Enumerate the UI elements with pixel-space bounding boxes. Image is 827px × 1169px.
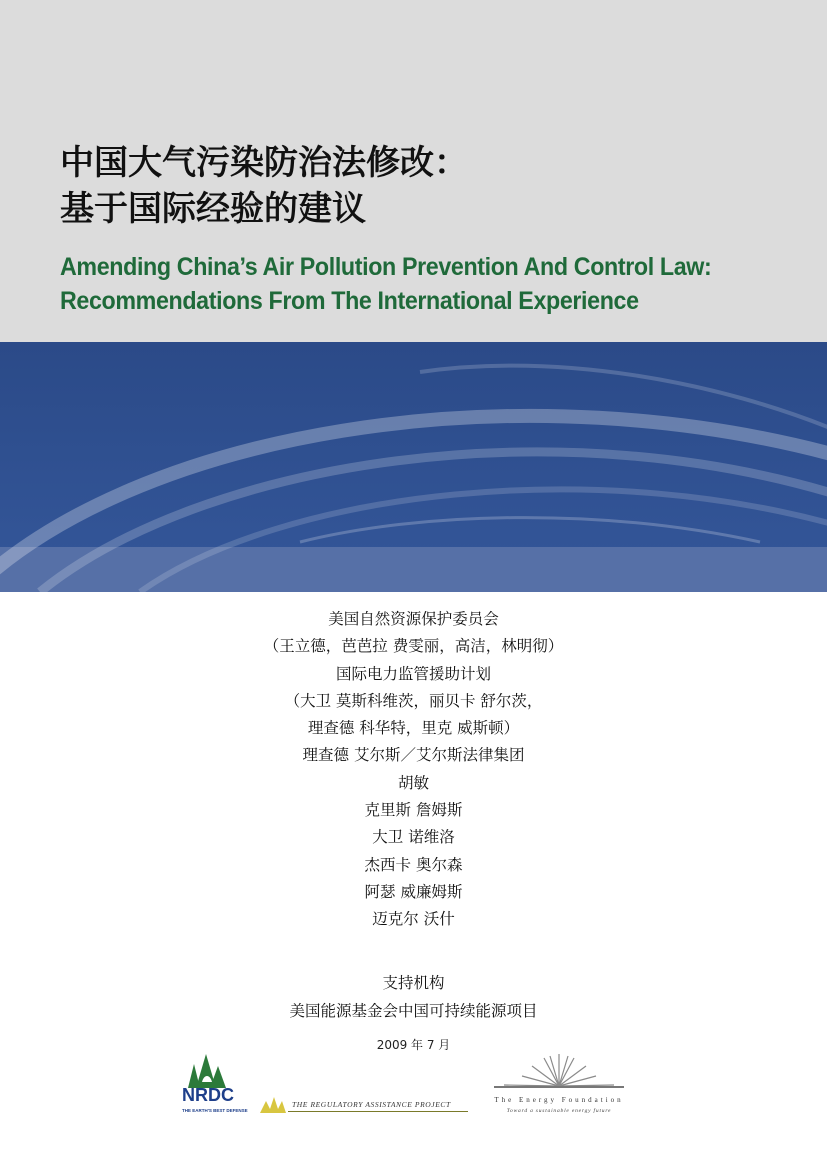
decorative-blue-band — [0, 342, 827, 592]
rap-divider — [288, 1111, 468, 1112]
author-line: 大卫 诺维洛 — [372, 828, 455, 847]
author-line: 克里斯 詹姆斯 — [364, 801, 463, 820]
author-line: （王立德，芭芭拉 费雯丽，高洁，林明彻） — [263, 637, 564, 656]
support-heading: 支持机构 — [382, 974, 445, 992]
chinese-title — [60, 140, 468, 232]
publication-date: 2009 年 7 月 — [376, 1038, 451, 1052]
energy-foundation-logo — [474, 1052, 644, 1118]
rap-logo — [258, 1095, 468, 1117]
author-line: 美国自然资源保护委员会 — [328, 610, 499, 628]
author-list — [0, 606, 827, 934]
author-line: 国际电力监管援助计划 — [335, 664, 491, 683]
author-line: 理查德 科华特，里克 威斯顿） — [307, 719, 520, 738]
author-line: 胡敏 — [397, 773, 429, 792]
author-line: 迈克尔 沃什 — [372, 910, 455, 929]
author-line: 杰西卡 奥尔森 — [364, 855, 463, 874]
swoosh-graphic — [0, 342, 827, 592]
author-line: 阿瑟 威廉姆斯 — [364, 882, 463, 901]
support-organization: 美国能源基金会中国可持续能源项目 — [289, 1002, 538, 1020]
nrdc-tagline: THE EARTH'S BEST DEFENSE — [182, 1108, 248, 1113]
energy-foundation-tagline: Toward a sustainable energy future — [506, 1108, 612, 1114]
author-line: （大卫 莫斯科维茨，丽贝卡 舒尔茨， — [284, 691, 543, 710]
starburst-icon — [474, 1052, 644, 1096]
english-title — [60, 250, 711, 318]
rap-wordmark: THE REGULATORY ASSISTANCE PROJECT — [292, 1100, 451, 1109]
sunburst-icon — [258, 1095, 288, 1115]
author-line: 理查德 艾尔斯／艾尔斯法律集团 — [302, 746, 525, 765]
nrdc-logo — [182, 1052, 252, 1120]
nrdc-wordmark: NRDC — [182, 1085, 234, 1105]
tree-icon — [184, 1052, 230, 1088]
support-section — [0, 969, 827, 1025]
english-title-line-2: Recommendations From The International Experience — [60, 287, 639, 315]
chinese-title-line-1: 中国大气污染防治法修改： — [60, 143, 468, 183]
energy-foundation-wordmark: The Energy Foundation — [494, 1096, 624, 1104]
chinese-title-line-2: 基于国际经验的建议 — [60, 189, 366, 229]
english-title-line-1: Amending China’s Air Pollution Prevention And Control Law: — [60, 253, 712, 281]
